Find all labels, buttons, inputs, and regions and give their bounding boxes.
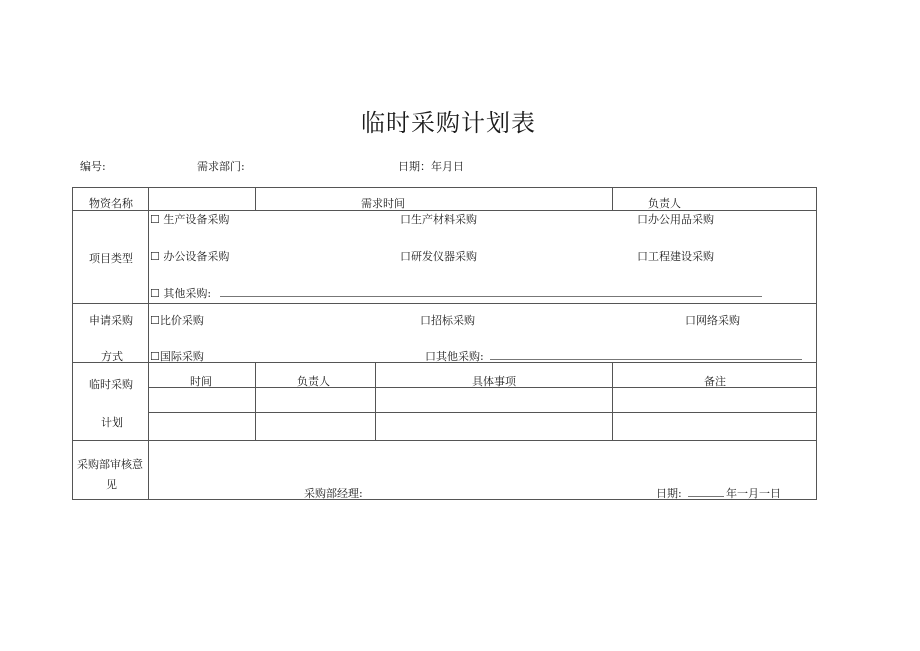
owner-label: 负责人	[648, 197, 681, 210]
date-label: 日期：年月日	[398, 160, 464, 173]
item-column-divider-2	[612, 187, 613, 210]
table-border-left	[72, 187, 73, 500]
department-label: 需求部门:	[197, 160, 245, 173]
table-border-top	[72, 187, 817, 188]
project-type-label: 项目类型	[89, 252, 133, 265]
number-label: 编号:	[80, 160, 106, 173]
other-purchase-type-field[interactable]	[220, 296, 762, 297]
checkbox-price-compare[interactable]: ☐比价采购	[150, 314, 204, 327]
other-method-field[interactable]	[490, 359, 802, 360]
manager-label: 采购部经理:	[304, 487, 363, 500]
checkbox-other-purchase-type[interactable]: ☐ 其他采购:	[150, 287, 212, 300]
item-column-divider-1	[255, 187, 256, 210]
review-opinion-label-line2: 见	[106, 478, 117, 491]
purchase-plan-label-line2: 计划	[101, 416, 123, 429]
checkbox-network[interactable]: 口网络采购	[685, 314, 740, 327]
item-name-label: 物资名称	[89, 197, 133, 210]
checkbox-bidding[interactable]: 口招标采购	[420, 314, 475, 327]
label-column-divider	[148, 187, 149, 500]
review-date-label: 日期:	[656, 487, 682, 500]
checkbox-international[interactable]: ☐国际采购	[150, 350, 204, 363]
plan-col-owner: 负责人	[297, 375, 330, 388]
plan-row-1-time-cell[interactable]	[149, 388, 254, 411]
plan-row-1-remark-cell[interactable]	[613, 388, 815, 411]
checkbox-office-equipment[interactable]: ☐ 办公设备采购	[150, 250, 230, 263]
plan-col-matter: 具体事项	[472, 375, 516, 388]
purchase-method-label-line1: 申请采购	[89, 314, 133, 327]
plan-row-1-matter-cell[interactable]	[376, 388, 611, 411]
purchase-method-label-line2: 方式	[101, 350, 123, 363]
plan-col-remark: 备注	[704, 375, 726, 388]
row-divider-type	[72, 303, 817, 304]
table-border-right	[816, 187, 817, 500]
checkbox-office-supplies[interactable]: 口办公用品采购	[637, 213, 714, 226]
plan-row-2-time-cell[interactable]	[149, 413, 254, 439]
table-border-bottom	[72, 499, 817, 500]
need-time-label: 需求时间	[361, 197, 405, 210]
checkbox-production-equipment[interactable]: ☐ 生产设备采购	[150, 213, 230, 226]
review-date-suffix: 年一月一日	[726, 487, 781, 500]
purchase-plan-label-line1: 临时采购	[89, 378, 133, 391]
checkbox-engineering[interactable]: 口工程建设采购	[637, 250, 714, 263]
review-opinion-label-line1: 采购部审核意	[77, 458, 143, 471]
review-year-field[interactable]	[688, 496, 724, 497]
plan-row-2-matter-cell[interactable]	[376, 413, 611, 439]
plan-row-1-owner-cell[interactable]	[256, 388, 374, 411]
checkbox-other-method[interactable]: 口其他采购:	[425, 350, 484, 363]
plan-row-2-remark-cell[interactable]	[613, 413, 815, 439]
plan-row-2-owner-cell[interactable]	[256, 413, 374, 439]
checkbox-rnd-instrument[interactable]: 口研发仪器采购	[400, 250, 477, 263]
checkbox-production-material[interactable]: 口生产材料采购	[400, 213, 477, 226]
row-divider-plan	[72, 440, 817, 441]
page-title: 临时采购计划表	[361, 109, 536, 137]
plan-col-time: 时间	[190, 375, 212, 388]
